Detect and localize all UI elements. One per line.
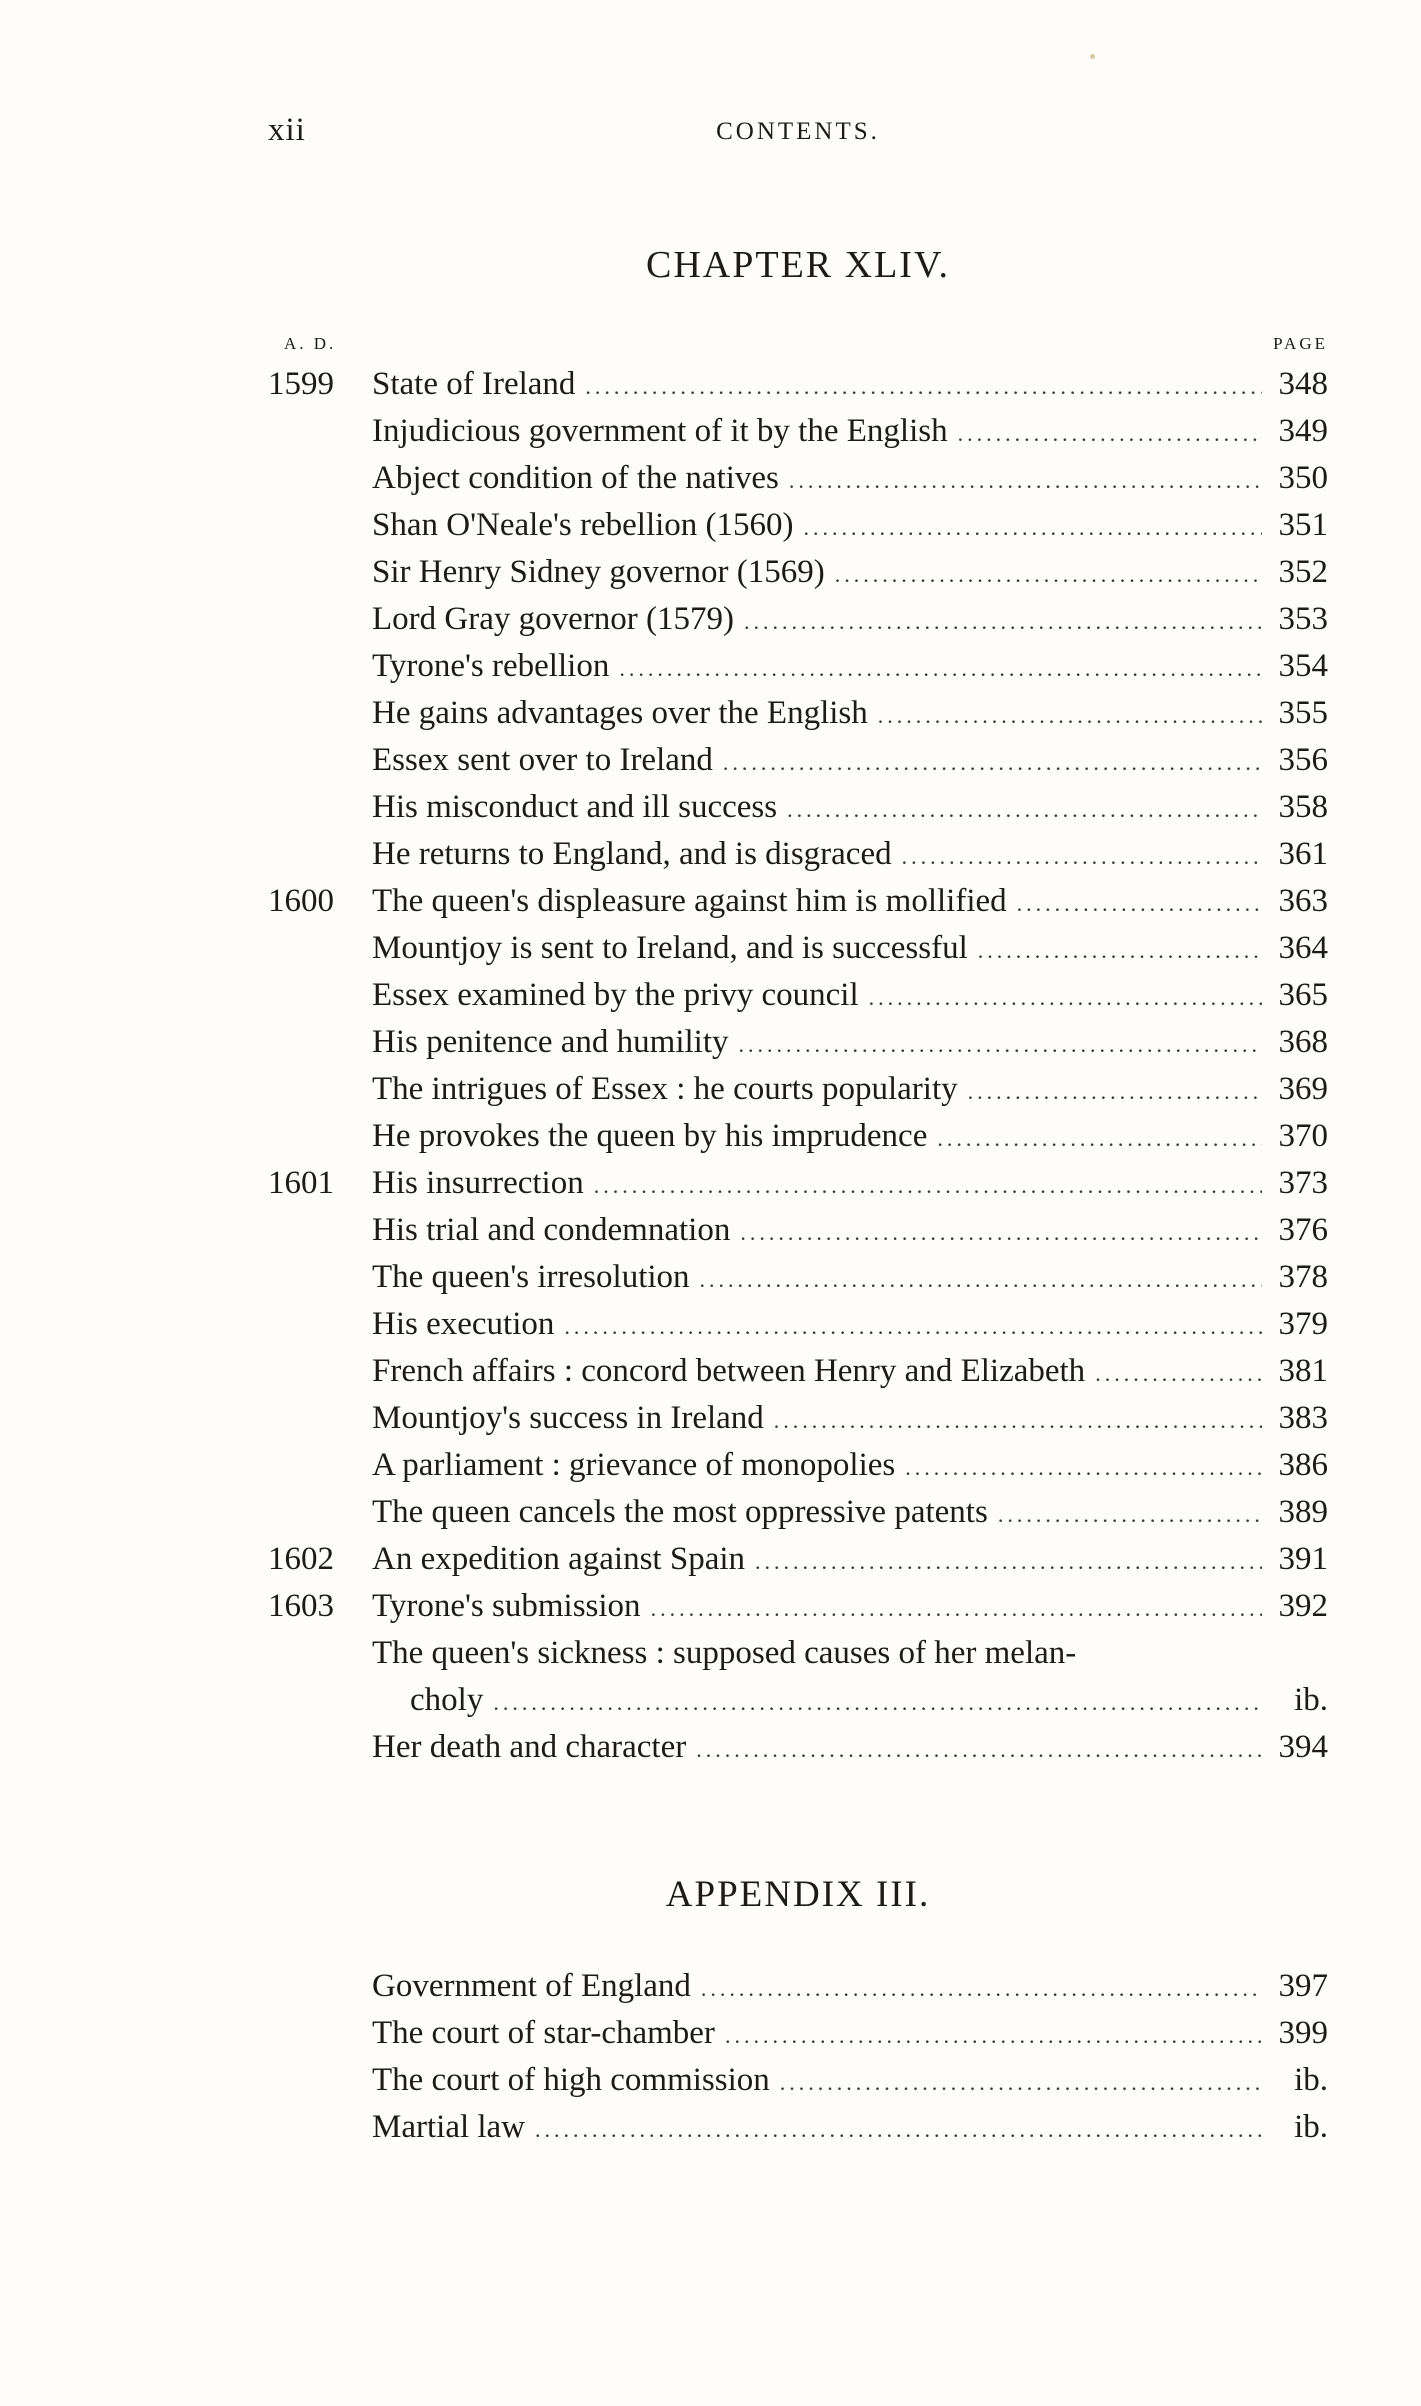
entry-line: [372, 361, 1328, 410]
entry-title: French affairs : concord between Henry and Elizabeth: [372, 1353, 1086, 1389]
page-folio: xii: [268, 112, 306, 148]
toc-entry: [268, 690, 1328, 737]
entry-page-number: 353: [1278, 601, 1328, 637]
dot-leader: [1017, 880, 1262, 927]
entry-line: [372, 2104, 1328, 2153]
entry-title: He provokes the queen by his imprudence: [372, 1118, 928, 1154]
entry-title: His penitence and humility: [372, 1024, 729, 1060]
entry-title: Tyrone's rebellion: [372, 648, 610, 684]
dot-leader: [744, 598, 1262, 645]
toc-entry: [268, 1066, 1328, 1113]
entry-title: The queen cancels the most oppressive patents: [372, 1494, 988, 1530]
entry-line: [372, 972, 1328, 1021]
entry-page-number: 352: [1278, 554, 1328, 590]
dot-leader: [905, 1444, 1262, 1491]
entry-title: He gains advantages over the English: [372, 695, 868, 731]
entry-page-number: 376: [1278, 1212, 1328, 1248]
entry-line: [372, 408, 1328, 457]
paper-speck: [1090, 54, 1095, 59]
toc-entry: [268, 502, 1328, 549]
column-labels: [268, 334, 1328, 356]
year-column-label: A. D.: [284, 334, 337, 353]
toc-entry: [268, 1348, 1328, 1395]
entry-page-number: 391: [1278, 1541, 1328, 1577]
entry-line: [372, 784, 1328, 833]
entry-page-number: 355: [1278, 695, 1328, 731]
dot-leader: [585, 363, 1262, 410]
entry-line: [372, 549, 1328, 598]
entry-page-number: 368: [1278, 1024, 1328, 1060]
entry-line: [372, 1963, 1328, 2012]
dot-leader: [780, 2059, 1262, 2106]
entry-title: Abject condition of the natives: [372, 460, 779, 496]
entry-page-number: 383: [1278, 1400, 1328, 1436]
entry-line: [372, 1442, 1328, 1491]
dot-leader: [787, 786, 1262, 833]
entry-title: Mountjoy's success in Ireland: [372, 1400, 764, 1436]
entry-title: The intrigues of Essex : he courts popularity: [372, 1071, 958, 1107]
toc-entry: [268, 1301, 1328, 1348]
entry-line: [372, 1207, 1328, 1256]
dot-leader: [774, 1397, 1262, 1444]
entry-line: [372, 1583, 1328, 1632]
entry-line: [372, 1489, 1328, 1538]
entry-title: The queen's sickness : supposed causes of her melan-: [372, 1635, 1077, 1671]
dot-leader: [701, 1965, 1262, 2012]
toc-entry: [268, 1160, 1328, 1207]
entry-title: Tyrone's submission: [372, 1588, 641, 1624]
entry-line: [372, 1536, 1328, 1585]
toc-entry: [268, 408, 1328, 455]
page-column-label: PAGE: [1273, 334, 1328, 353]
toc-entry: [268, 1395, 1328, 1442]
entry-page-number: 361: [1278, 836, 1328, 872]
dot-leader: [804, 504, 1262, 551]
entry-title: Her death and character: [372, 1729, 687, 1765]
entry-page-number: 397: [1278, 1968, 1328, 2004]
entry-title: An expedition against Spain: [372, 1541, 746, 1577]
toc-entry: [268, 1536, 1328, 1583]
toc-entry: [268, 831, 1328, 878]
entry-line: [372, 455, 1328, 504]
entry-line: [372, 596, 1328, 645]
dot-leader: [696, 1726, 1262, 1773]
entry-line: [372, 925, 1328, 974]
entry-line: [372, 1348, 1328, 1397]
dot-leader: [937, 1115, 1262, 1162]
entry-page-number: 381: [1278, 1353, 1328, 1389]
entry-title: Essex examined by the privy council: [372, 977, 859, 1013]
entry-page-number: ib.: [1294, 2062, 1328, 2098]
toc-entry: [268, 1489, 1328, 1536]
entry-title: State of Ireland: [372, 366, 576, 402]
entry-line: [372, 1630, 1328, 1677]
entry-title: The queen's irresolution: [372, 1259, 690, 1295]
toc-entry: [268, 1630, 1328, 1677]
entry-page-number: 364: [1278, 930, 1328, 966]
dot-leader: [835, 551, 1262, 598]
entry-title: The court of high commission: [372, 2062, 770, 2098]
entry-year: 1603: [268, 1588, 334, 1624]
entry-line: [372, 1066, 1328, 1115]
toc-entry: [268, 737, 1328, 784]
entry-page-number: 363: [1278, 883, 1328, 919]
entry-year: 1601: [268, 1165, 334, 1201]
entry-page-number: 365: [1278, 977, 1328, 1013]
entry-page-number: 378: [1278, 1259, 1328, 1295]
entry-line: [372, 2057, 1328, 2106]
toc-entry: [268, 596, 1328, 643]
entry-line: [372, 502, 1328, 551]
dot-leader: [725, 2012, 1262, 2059]
dot-leader: [968, 1068, 1262, 1115]
toc-entry: [268, 878, 1328, 925]
dot-leader: [789, 457, 1262, 504]
entry-year: 1600: [268, 883, 334, 919]
chapter-heading: CHAPTER XLIV.: [646, 244, 950, 286]
dot-leader: [493, 1679, 1262, 1726]
toc-entry: [268, 1207, 1328, 1254]
toc-entry: [268, 1019, 1328, 1066]
entry-page-number: 373: [1278, 1165, 1328, 1201]
entry-page-number: 379: [1278, 1306, 1328, 1342]
entry-title: Martial law: [372, 2109, 526, 2145]
entry-page-number: 394: [1278, 1729, 1328, 1765]
dot-leader: [723, 739, 1262, 786]
toc-entry: [268, 643, 1328, 690]
entry-page-number: 370: [1278, 1118, 1328, 1154]
appendix-contents-list: [268, 1963, 1328, 2151]
toc-entry: [268, 1442, 1328, 1489]
entry-title: The court of star-chamber: [372, 2015, 715, 2051]
entry-page-number: 389: [1278, 1494, 1328, 1530]
dot-leader: [535, 2106, 1262, 2153]
entry-page-number: 369: [1278, 1071, 1328, 1107]
entry-year: 1599: [268, 366, 334, 402]
dot-leader: [740, 1209, 1262, 1256]
entry-page-number: 351: [1278, 507, 1328, 543]
toc-entry: [268, 972, 1328, 1019]
dot-leader: [739, 1021, 1262, 1068]
entry-title: His insurrection: [372, 1165, 584, 1201]
toc-entry: [268, 1963, 1328, 2010]
running-title: CONTENTS.: [716, 118, 880, 145]
entry-line: [372, 831, 1328, 880]
entry-page-number: 358: [1278, 789, 1328, 825]
entry-line: [372, 737, 1328, 786]
dot-leader: [755, 1538, 1262, 1585]
dot-leader: [594, 1162, 1262, 1209]
entry-line: [372, 1395, 1328, 1444]
entry-page-number: ib.: [1294, 2109, 1328, 2145]
dot-leader: [958, 410, 1262, 457]
toc-entry: [268, 549, 1328, 596]
dot-leader: [700, 1256, 1262, 1303]
entry-title: Lord Gray governor (1579): [372, 601, 734, 637]
toc-entry: [268, 361, 1328, 408]
entry-line: [372, 878, 1328, 927]
dot-leader: [564, 1303, 1262, 1350]
toc-entry: [268, 2010, 1328, 2057]
toc-entry: [268, 2057, 1328, 2104]
entry-title: His execution: [372, 1306, 555, 1342]
toc-entry: [268, 455, 1328, 502]
chapter-contents-list: [268, 361, 1328, 1771]
entry-line: [372, 690, 1328, 739]
entry-title: A parliament : grievance of monopolies: [372, 1447, 896, 1483]
dot-leader: [998, 1491, 1262, 1538]
entry-year: 1602: [268, 1541, 334, 1577]
dot-leader: [869, 974, 1262, 1021]
dot-leader: [619, 645, 1262, 692]
entry-line: [372, 1301, 1328, 1350]
dot-leader: [651, 1585, 1262, 1632]
toc-entry: [268, 2104, 1328, 2151]
entry-title: The queen's displeasure against him is mollified: [372, 883, 1007, 919]
entry-page-number: 354: [1278, 648, 1328, 684]
entry-title: Essex sent over to Ireland: [372, 742, 713, 778]
entry-page-number: 356: [1278, 742, 1328, 778]
toc-entry: [268, 1113, 1328, 1160]
entry-title: His trial and condemnation: [372, 1212, 731, 1248]
dot-leader: [978, 927, 1262, 974]
entry-title-continuation: choly: [410, 1682, 484, 1718]
toc-entry: [268, 925, 1328, 972]
dot-leader: [902, 833, 1262, 880]
entry-line: [372, 1724, 1328, 1773]
toc-entry: [268, 1583, 1328, 1630]
dot-leader: [878, 692, 1262, 739]
entry-page-number: 399: [1278, 2015, 1328, 2051]
entry-page-number: 348: [1278, 366, 1328, 402]
entry-line: [372, 643, 1328, 692]
toc-entry-continuation: [268, 1677, 1328, 1724]
entry-line: [410, 1677, 1328, 1726]
entry-line: [372, 2010, 1328, 2059]
toc-entry: [268, 1254, 1328, 1301]
entry-title: Government of England: [372, 1968, 691, 2004]
entry-page-number: 386: [1278, 1447, 1328, 1483]
appendix-heading: APPENDIX III.: [665, 1874, 931, 1915]
entry-title: His misconduct and ill success: [372, 789, 778, 825]
entry-line: [372, 1019, 1328, 1068]
toc-entry: [268, 1724, 1328, 1771]
entry-page-number: 349: [1278, 413, 1328, 449]
dot-leader: [1095, 1350, 1262, 1397]
entry-title: Shan O'Neale's rebellion (1560): [372, 507, 794, 543]
toc-entry: [268, 784, 1328, 831]
entry-page-number: ib.: [1294, 1682, 1328, 1718]
entry-title: Sir Henry Sidney governor (1569): [372, 554, 825, 590]
entry-title: He returns to England, and is disgraced: [372, 836, 892, 872]
entry-line: [372, 1254, 1328, 1303]
entry-line: [372, 1113, 1328, 1162]
entry-line: [372, 1160, 1328, 1209]
entry-page-number: 392: [1278, 1588, 1328, 1624]
entry-page-number: 350: [1278, 460, 1328, 496]
entry-title: Injudicious government of it by the English: [372, 413, 948, 449]
running-head: [268, 112, 1328, 156]
entry-title: Mountjoy is sent to Ireland, and is successful: [372, 930, 968, 966]
